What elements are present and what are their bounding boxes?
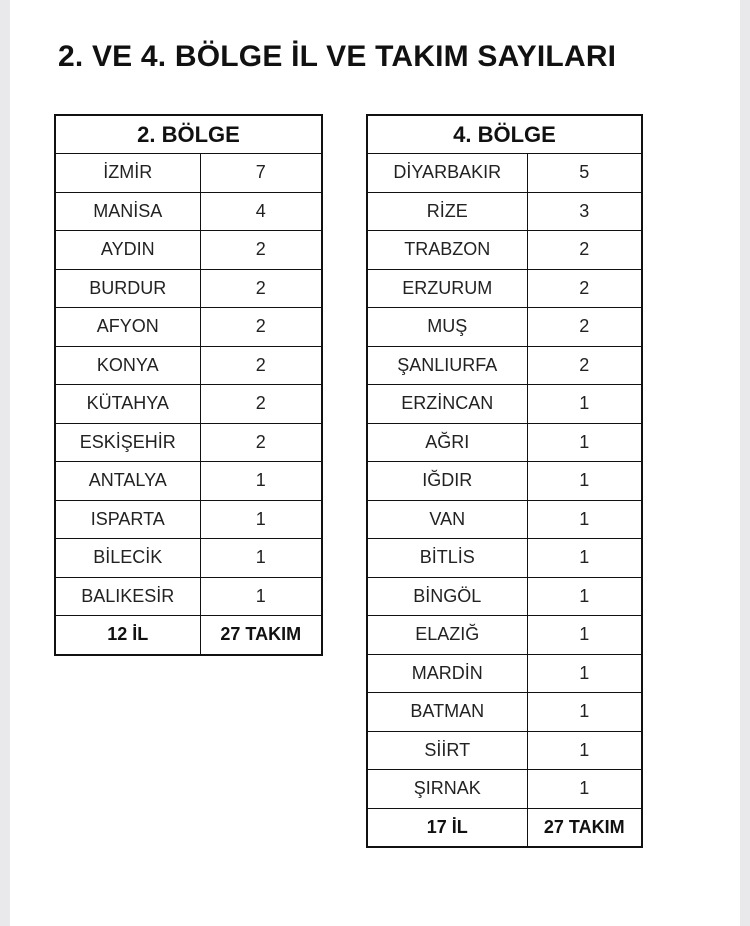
city-cell: ŞANLIURFA	[367, 346, 527, 385]
team-count-cell: 1	[200, 539, 322, 578]
table-row	[367, 731, 642, 770]
table-row	[55, 539, 322, 578]
table-row	[367, 385, 642, 424]
city-cell: MARDİN	[367, 654, 527, 693]
city-cell: ESKİŞEHİR	[55, 423, 200, 462]
city-cell: BATMAN	[367, 693, 527, 732]
team-count-cell: 2	[527, 308, 642, 347]
city-cell: VAN	[367, 500, 527, 539]
region-4-total-cities: 17 İL	[367, 808, 527, 847]
table-row	[367, 423, 642, 462]
city-cell: RİZE	[367, 192, 527, 231]
city-cell: ANTALYA	[55, 462, 200, 501]
table-row	[55, 192, 322, 231]
region-2-header: 2. BÖLGE	[55, 115, 322, 154]
city-cell: SİİRT	[367, 731, 527, 770]
table-row	[367, 462, 642, 501]
team-count-cell: 2	[527, 346, 642, 385]
team-count-cell: 1	[527, 770, 642, 809]
table-row	[55, 462, 322, 501]
team-count-cell: 1	[527, 423, 642, 462]
team-count-cell: 1	[527, 693, 642, 732]
city-cell: BİNGÖL	[367, 577, 527, 616]
table-row	[367, 154, 642, 193]
team-count-cell: 1	[527, 616, 642, 655]
table-row	[367, 231, 642, 270]
city-cell: BİTLİS	[367, 539, 527, 578]
team-count-cell: 1	[527, 500, 642, 539]
table-row	[55, 500, 322, 539]
table-row	[367, 616, 642, 655]
team-count-cell: 7	[200, 154, 322, 193]
city-cell: IĞDIR	[367, 462, 527, 501]
table-row	[367, 577, 642, 616]
city-cell: KONYA	[55, 346, 200, 385]
team-count-cell: 1	[200, 462, 322, 501]
region-2-total-row	[55, 616, 322, 655]
table-row	[55, 385, 322, 424]
team-count-cell: 2	[200, 231, 322, 270]
team-count-cell: 2	[200, 385, 322, 424]
region-2-rows	[55, 154, 322, 616]
city-cell: BURDUR	[55, 269, 200, 308]
city-cell: MANİSA	[55, 192, 200, 231]
team-count-cell: 1	[200, 577, 322, 616]
team-count-cell: 2	[200, 308, 322, 347]
table-row	[367, 654, 642, 693]
team-count-cell: 2	[527, 269, 642, 308]
team-count-cell: 1	[527, 577, 642, 616]
city-cell: ŞIRNAK	[367, 770, 527, 809]
city-cell: İZMİR	[55, 154, 200, 193]
team-count-cell: 3	[527, 192, 642, 231]
city-cell: KÜTAHYA	[55, 385, 200, 424]
table-row	[55, 577, 322, 616]
team-count-cell: 2	[200, 269, 322, 308]
region-4-rows	[367, 154, 642, 809]
region-4-header: 4. BÖLGE	[367, 115, 642, 154]
city-cell: ELAZIĞ	[367, 616, 527, 655]
table-row	[367, 269, 642, 308]
city-cell: ERZİNCAN	[367, 385, 527, 424]
city-cell: BALIKESİR	[55, 577, 200, 616]
city-cell: AĞRI	[367, 423, 527, 462]
table-row	[367, 192, 642, 231]
table-row	[367, 770, 642, 809]
table-row	[55, 308, 322, 347]
region-2-total-cities: 12 İL	[55, 616, 200, 655]
table-row	[55, 269, 322, 308]
table-row	[367, 500, 642, 539]
team-count-cell: 1	[527, 462, 642, 501]
city-cell: DİYARBAKIR	[367, 154, 527, 193]
team-count-cell: 2	[200, 423, 322, 462]
team-count-cell: 1	[527, 385, 642, 424]
city-cell: MUŞ	[367, 308, 527, 347]
team-count-cell: 1	[200, 500, 322, 539]
city-cell: ERZURUM	[367, 269, 527, 308]
team-count-cell: 2	[200, 346, 322, 385]
team-count-cell: 4	[200, 192, 322, 231]
region-4-total-row	[367, 808, 642, 847]
table-row	[55, 231, 322, 270]
team-count-cell: 1	[527, 654, 642, 693]
team-count-cell: 1	[527, 731, 642, 770]
region-2-total-teams: 27 TAKIM	[200, 616, 322, 655]
city-cell: ISPARTA	[55, 500, 200, 539]
city-cell: BİLECİK	[55, 539, 200, 578]
team-count-cell: 5	[527, 154, 642, 193]
city-cell: AYDIN	[55, 231, 200, 270]
table-row	[55, 154, 322, 193]
region-4-total-teams: 27 TAKIM	[527, 808, 642, 847]
table-row	[367, 539, 642, 578]
table-row	[367, 308, 642, 347]
region-4-table	[366, 114, 643, 848]
page-title: 2. VE 4. BÖLGE İL VE TAKIM SAYILARI	[58, 40, 617, 73]
table-row	[55, 346, 322, 385]
region-2-table	[54, 114, 323, 656]
city-cell: TRABZON	[367, 231, 527, 270]
table-row	[55, 423, 322, 462]
team-count-cell: 2	[527, 231, 642, 270]
table-row	[367, 693, 642, 732]
team-count-cell: 1	[527, 539, 642, 578]
table-row	[367, 346, 642, 385]
city-cell: AFYON	[55, 308, 200, 347]
